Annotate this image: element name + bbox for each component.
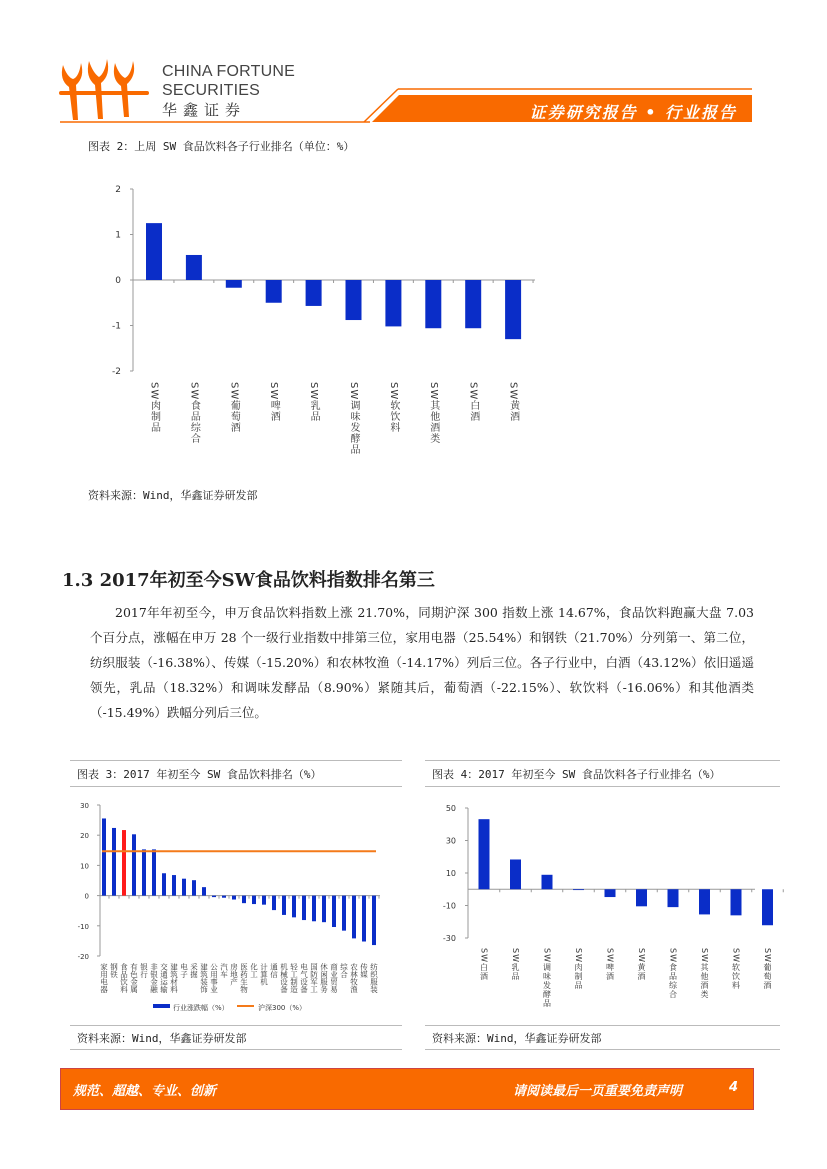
- bar-SW乳品: [306, 280, 322, 306]
- category-label: SW食品综合: [188, 382, 200, 445]
- legend-series-label: 行业涨跌幅（%）: [173, 1004, 229, 1012]
- category-label: 通信: [269, 963, 279, 978]
- legend-benchmark-label: 沪深300（%）: [258, 1004, 307, 1012]
- report-type-label: 证券研究报告 • 行业报告: [529, 103, 737, 122]
- bar-SW白酒: [465, 280, 481, 328]
- y-tick-label: -10: [77, 922, 89, 931]
- category-label: 食品饮料: [119, 963, 129, 993]
- page-number: 4: [729, 1080, 739, 1095]
- category-label: 农林牧渔: [349, 963, 359, 993]
- y-tick-label: -1: [112, 321, 121, 332]
- figure2-source: 资料来源：Wind，华鑫证券研发部: [88, 489, 258, 502]
- category-label: SW黄酒: [637, 948, 646, 981]
- category-label: SW啤酒: [605, 948, 615, 981]
- y-tick-label: 1: [115, 230, 121, 241]
- category-label: 国防军工: [309, 963, 319, 993]
- bar-SW啤酒: [266, 280, 282, 303]
- y-tick-label: -10: [442, 901, 456, 911]
- category-label: SW其他酒类: [700, 948, 709, 999]
- y-tick-label: 50: [445, 804, 456, 813]
- category-label: SW食品综合: [668, 948, 678, 999]
- category-label: SW葡萄酒: [228, 382, 240, 434]
- bar-SW调味发酵品: [346, 280, 362, 320]
- category-label: 计算机: [259, 963, 269, 986]
- category-label: 综合: [339, 963, 349, 978]
- y-tick-label: 0: [115, 276, 121, 286]
- category-label: 建筑装饰: [199, 963, 209, 993]
- category-label: 医药生物: [239, 963, 249, 993]
- figure3-caption: 图表 3：2017 年初至今 SW 食品饮料排名（%）: [77, 768, 322, 781]
- y-tick-label: 20: [80, 832, 89, 841]
- category-label: SW黄酒: [507, 382, 519, 423]
- figure3-source: 资料来源：Wind，华鑫证券研发部: [77, 1032, 247, 1045]
- y-tick-label: 10: [80, 862, 89, 871]
- category-label: 汽车: [219, 963, 229, 978]
- figure4-box: [425, 760, 780, 1050]
- category-label: 建筑材料: [169, 963, 179, 993]
- category-label: 轻工制造: [289, 963, 299, 993]
- category-label: SW葡萄酒: [763, 948, 772, 990]
- brand-name-en-1: CHINA FORTUNE: [162, 63, 295, 80]
- brand-name-en-2: SECURITIES: [162, 82, 261, 99]
- category-label: SW肉制品: [148, 382, 160, 434]
- category-label: 纺织服装: [369, 963, 379, 993]
- y-tick-label: -20: [77, 953, 89, 961]
- category-label: 钢铁: [109, 963, 119, 978]
- figure2-caption: 图表 2：上周 SW 食品饮料各子行业排名（单位：%）: [88, 140, 355, 153]
- footer-bar: [60, 1068, 754, 1110]
- category-label: 有色金属: [129, 963, 139, 993]
- bar-SW肉制品: [146, 223, 162, 280]
- section-paragraph: 2017年年初至今，申万食品饮料指数上涨 21.70%，同期沪深 300 指数上涨 14.67%，食品饮料跑赢大盘 7.03 个百分点，涨幅在申万 28 个一级行业指数中排第三位，家用电器（25.54%）和钢铁（21.70%）分列第一、第二位，纺织服装（-16.38%）、传媒（-15.20%）和农林牧渔（-14.17%）列后三位。各子行业中，白酒（43.12%）依旧遥遥领先，乳品（18.32%）和调味发酵品（8.90%）紧随其后，葡萄酒（-22.15%）、软饮料（-16.06%）和其他酒类（-15.49%）跌幅分列后三位。: [90, 605, 754, 720]
- category-label: 电子: [179, 963, 189, 978]
- bar-SW葡萄酒: [226, 280, 242, 288]
- y-tick-label: 0: [84, 892, 89, 901]
- figure3-box: [70, 760, 402, 1050]
- category-label: 商业贸易: [329, 963, 339, 993]
- y-tick-label: 2: [115, 185, 121, 195]
- category-label: 银行: [139, 963, 149, 978]
- y-tick-label: -30: [442, 934, 456, 943]
- footer-slogan: 规范、超越、专业、创新: [73, 1084, 217, 1099]
- bar-SW软饮料: [385, 280, 401, 326]
- category-label: SW其他酒类: [427, 382, 439, 445]
- category-label: 化工: [249, 963, 259, 978]
- category-label: 采掘: [189, 963, 199, 978]
- category-label: SW白酒: [479, 948, 489, 981]
- category-label: 传媒: [359, 963, 369, 978]
- category-label: SW软饮料: [387, 382, 399, 434]
- bar-SW黄酒: [505, 280, 521, 339]
- category-label: 机械设备: [279, 963, 289, 993]
- category-label: 电气设备: [299, 963, 309, 993]
- category-label: 房地产: [229, 963, 239, 986]
- category-label: 公用事业: [209, 963, 219, 993]
- section-heading: 1.3 2017年初至今SW食品饮料指数排名第三: [62, 570, 435, 591]
- category-label: 交通运输: [159, 963, 169, 993]
- category-label: SW调味发酵品: [348, 382, 359, 456]
- category-label: SW调味发酵品: [542, 948, 552, 1008]
- category-label: 休闲服务: [319, 963, 329, 993]
- category-label: SW肉制品: [574, 948, 583, 990]
- category-label: 非银金融: [149, 963, 159, 993]
- category-label: SW白酒: [467, 382, 479, 423]
- category-label: SW乳品: [308, 382, 320, 423]
- category-label: SW啤酒: [268, 382, 280, 423]
- bar-SW食品综合: [186, 255, 202, 280]
- brand-name-cn: 华鑫证券: [162, 102, 247, 119]
- category-label: SW乳品: [511, 948, 520, 981]
- y-tick-label: 30: [80, 802, 89, 810]
- figure4-source: 资料来源：Wind，华鑫证券研发部: [432, 1032, 602, 1045]
- y-tick-label: -2: [112, 367, 121, 377]
- category-label: SW软饮料: [731, 948, 741, 990]
- figure4-caption: 图表 4：2017 年初至今 SW 食品饮料各子行业排名（%）: [432, 768, 721, 781]
- y-tick-label: 10: [445, 869, 456, 878]
- footer-disclaimer: 请阅读最后一页重要免责声明: [513, 1084, 683, 1099]
- y-tick-label: 30: [445, 836, 456, 846]
- category-label: 家用电器: [99, 963, 109, 993]
- bar-SW其他酒类: [425, 280, 441, 328]
